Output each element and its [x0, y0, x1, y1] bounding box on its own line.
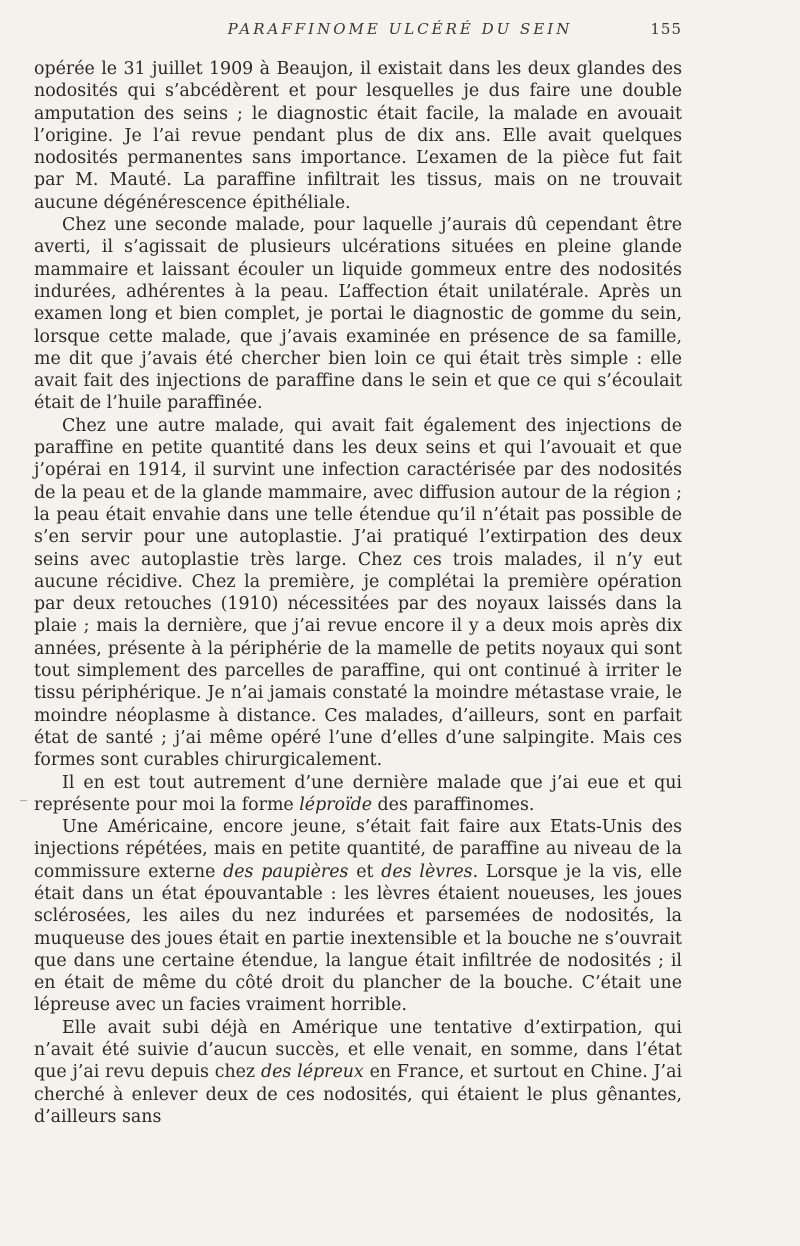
- paragraph: [34, 58, 682, 214]
- paragraph-text: Chez une autre malade, qui avait fait également des injections de paraffine en petite quantité dans les deux seins et qui l’avouait et que j’opérai en 1914, il survint une infection caractérisée par des nodosités de la peau et de la glande mammaire, avec diffusion autour de la région ; la peau était envahie dans une telle étendue qu’il n’était pas possible de s’en servir pour une autoplastie. J’ai pratiqué l’extirpation des deux seins avec autoplastie très large. Chez ces trois malades, il n’y eut aucune récidive. Chez la première, je complétai la première opération par deux retouches (1910) nécessitées par des noyaux laissés dans la plaie ; mais la dernière, que j’ai revue encore il y a deux mois après dix années, présente à la périphérie de la mamelle de petits noyaux qui sont tout simplement des parcelles de paraffine, qui ont continué à irriter le tissu périphérique. Je n’ai jamais constaté la moindre métastase vraie, le moindre néoplasme à distance. Ces malades, d’ailleurs, sont en parfait état de santé ; j’ai même opéré l’une d’elles d’une salpingite. Mais ces formes sont curables chirurgicalement.: [34, 415, 682, 771]
- paragraph-text: en France, et surtout en Chine. J’ai cherché à enlever deux de ces nodosités, qui étaient le plus gênantes, d’ailleurs sans: [34, 1062, 683, 1127]
- paragraph-text: Chez une seconde malade, pour laquelle j’aurais dû cependant être averti, il s’agissait de plusieurs ulcérations situées en pleine glande mammaire et laissant écouler un liquide gommeux entre des nodosités indurées, adhérentes à la peau. L’affection était unilatérale. Après un examen long et bien complet, je portai le diagnostic de gomme du sein, lorsque cette malade, que j’avais examinée en présence de sa famille, me dit que j’avais été chercher bien loin ce qui était très simple : elle avait fait des injections de paraffine dans le sein et que ce qui s’écoulait était de l’huile paraffinée.: [34, 215, 682, 414]
- paragraph-text: et: [348, 861, 382, 882]
- paragraph-text: Il en est tout autrement d’une dernière malade que j’ai eue et qui représente pour moi la forme: [34, 772, 682, 815]
- page-number: 155: [650, 20, 682, 38]
- running-head: [0, 18, 800, 42]
- paragraph-text: des paraffinomes.: [372, 794, 535, 815]
- paragraph-text: Une Américaine, encore jeune, s’était fait faire aux Etats-Unis des injections répétées, mais en petite quantité, de paraffine au niveau de la commissure externe: [34, 817, 682, 882]
- paragraph: [34, 816, 682, 1017]
- running-title: PARAFFINOME ULCÉRÉ DU SEIN: [227, 20, 573, 38]
- italic-text: des paupières: [223, 861, 349, 882]
- paragraph: [34, 1017, 682, 1128]
- body-text: [34, 58, 682, 1128]
- italic-text: léproïde: [299, 794, 373, 815]
- paragraph-text: . Lorsque je la vis, elle était dans un état épouvantable : les lèvres étaient noueuses, les joues sclérosées, les ailes du nez indurées et parsemées de nodosités, la muqueuse des joues était en partie inextensible et la bouche ne s’ouvrait que dans une certaine étendue, la langue était infiltrée de nodosités ; il en était de même du côté droit du plancher de la bouche. C’était une lépreuse avec un facies vraiment horrible.: [34, 861, 682, 1016]
- paragraph: [34, 214, 682, 415]
- paragraph: [34, 772, 682, 817]
- italic-text: des lèvres: [381, 861, 473, 882]
- paragraph-text: opérée le 31 juillet 1909 à Beaujon, il existait dans les deux glandes des nodosités qui s’abcédèrent et pour lesquelles je dus faire une double amputation des seins ; le diagnostic était facile, la malade en avouait l’origine. Je l’ai revue pendant plus de dix ans. Elle avait quelques nodosités permanentes sans importance. L’examen de la pièce fut fait par M. Mauté. La paraffine infiltrait les tissus, mais on ne trouvait aucune dégénérescence épithéliale.: [34, 59, 682, 213]
- paragraph: [34, 415, 682, 772]
- italic-text: des lépreux: [260, 1062, 364, 1083]
- margin-mark: _: [20, 786, 27, 802]
- paragraph-text: Elle avait subi déjà en Amérique une tentative d’extirpation, qui n’avait été suivie d’aucun succès, et elle venait, en somme, dans l’état que j’ai revu depuis chez: [34, 1017, 682, 1083]
